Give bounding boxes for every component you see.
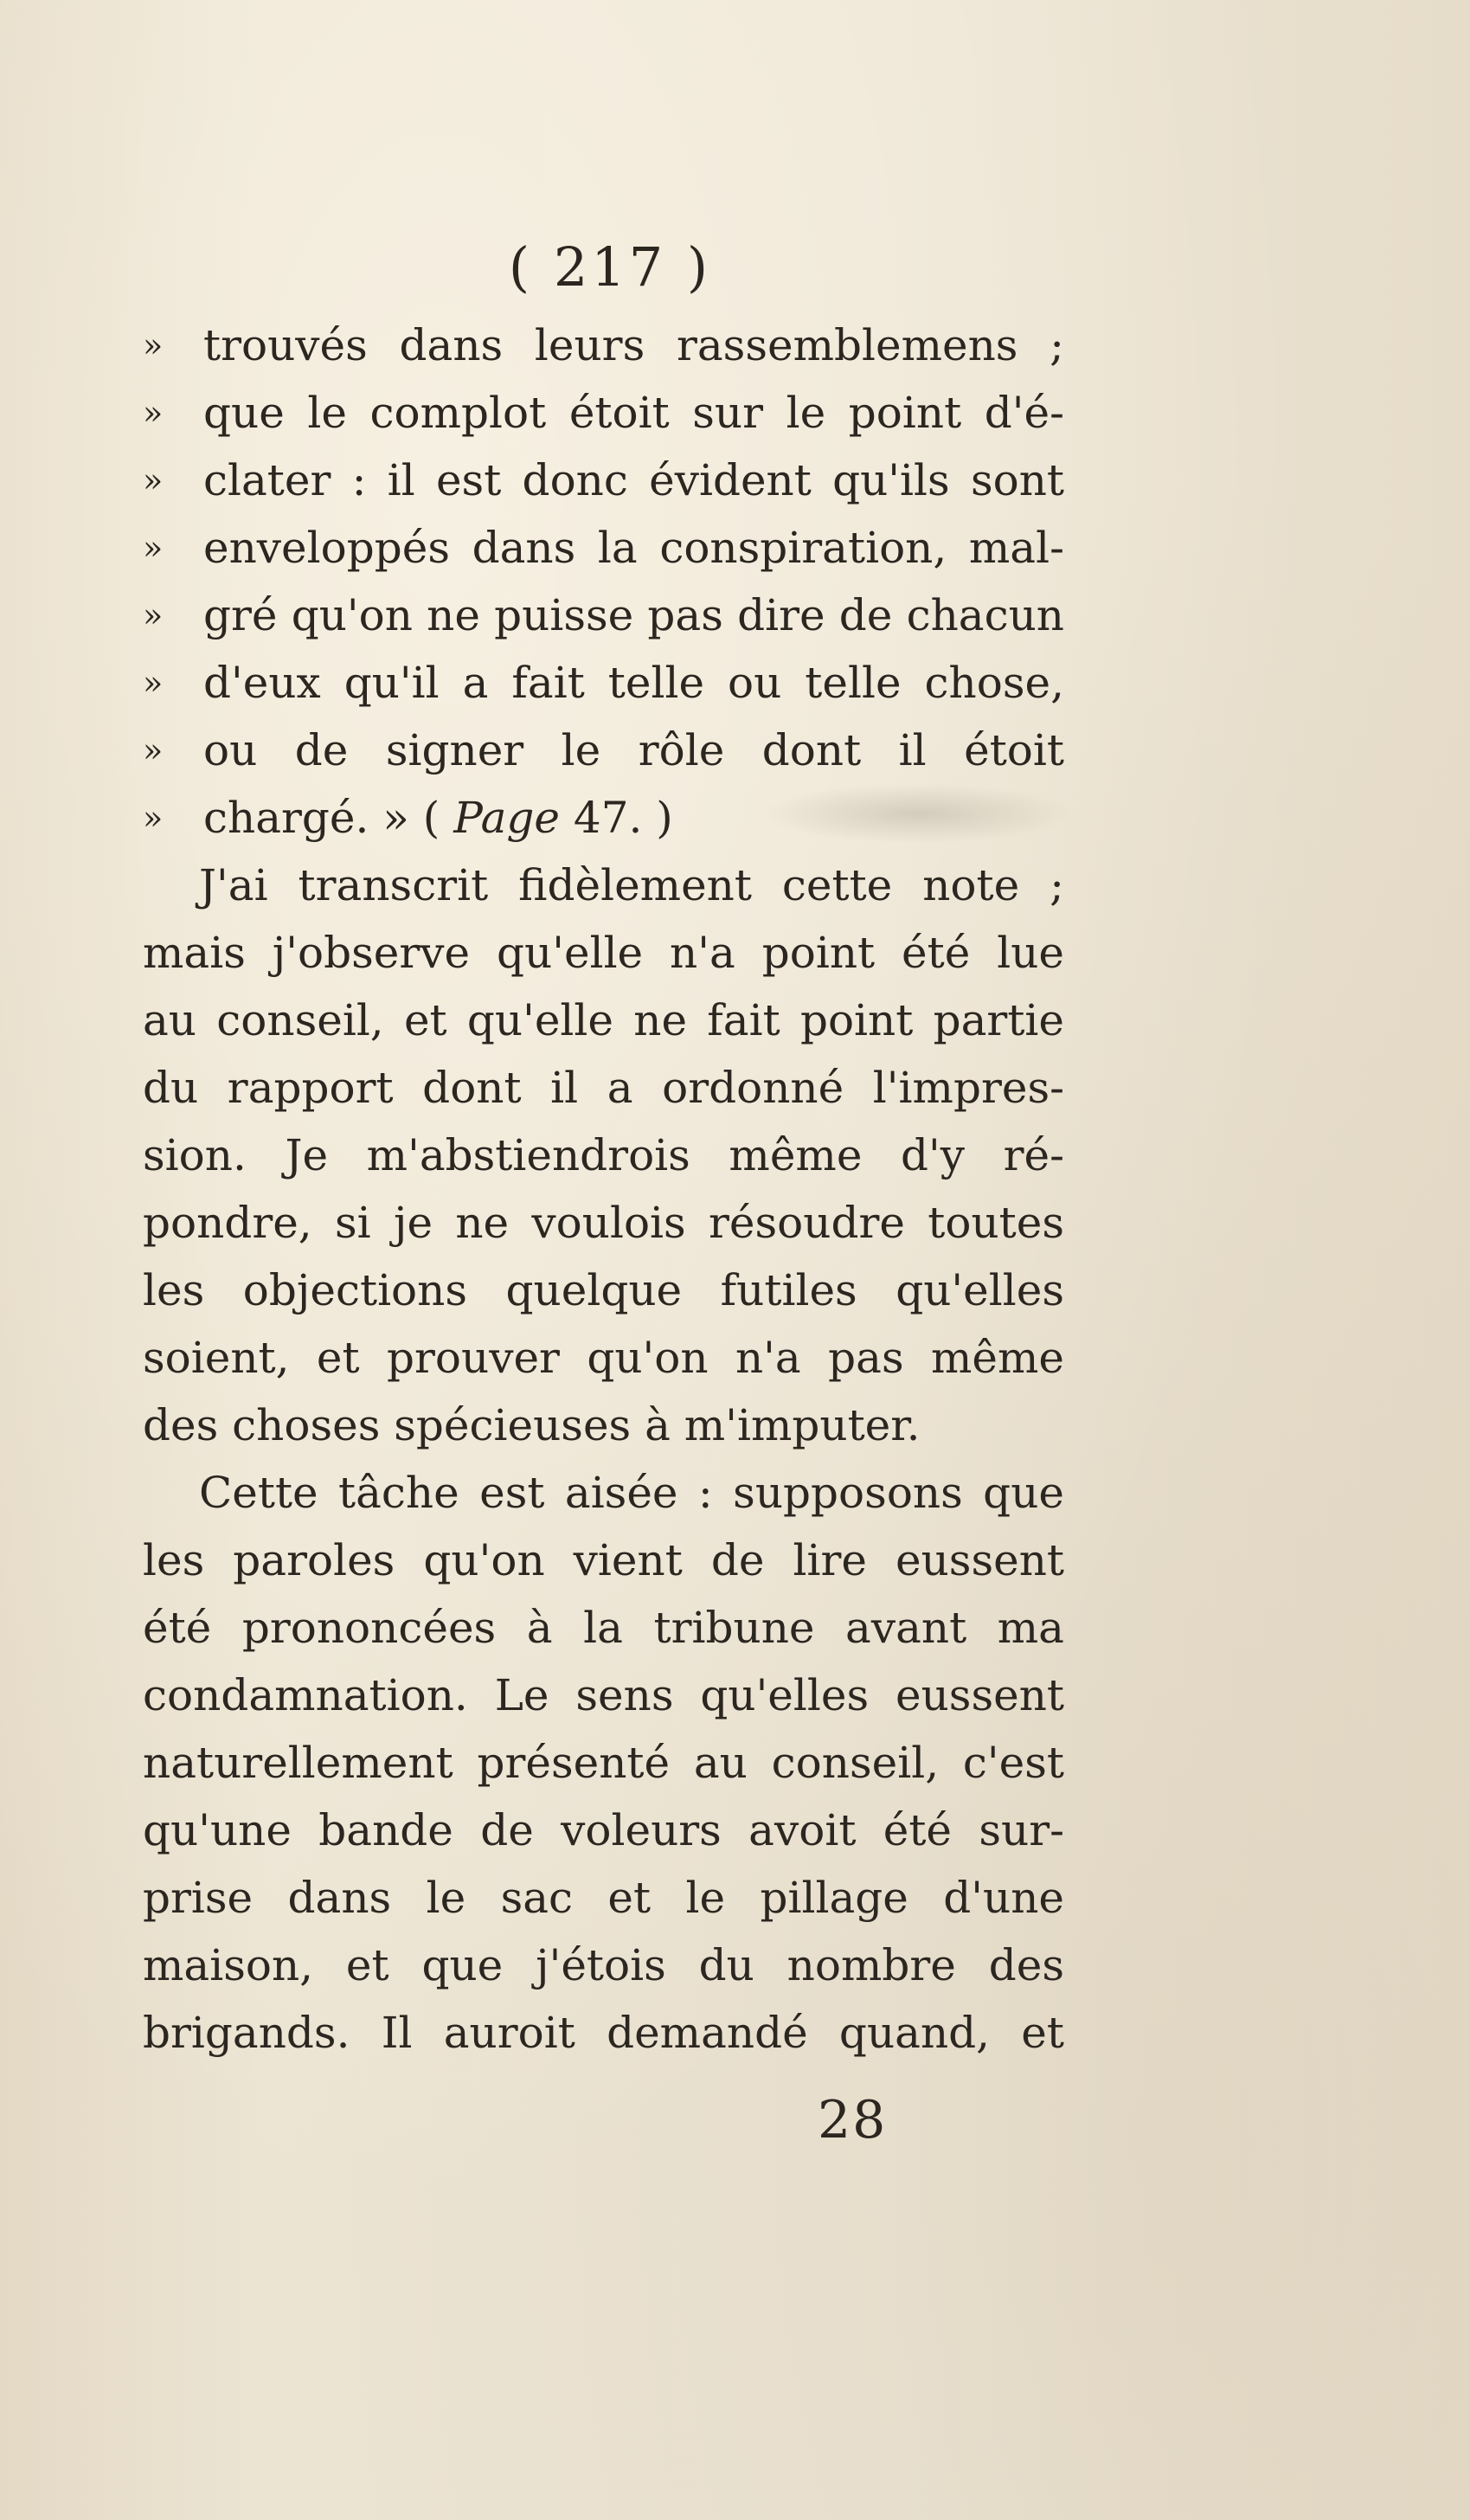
paragraph-line: au conseil, et qu'elle ne fait point partie: [143, 995, 1064, 1045]
page-number: ( 217 ): [508, 235, 712, 299]
paragraph-line: les paroles qu'on vient de lire eussent: [143, 1535, 1064, 1585]
paragraph-line: pondre, si je ne voulois résoudre toutes: [143, 1198, 1064, 1248]
quote-marker: »: [143, 799, 164, 837]
quote-marker: »: [143, 326, 164, 364]
page-reference-number: 47. ): [560, 793, 673, 843]
paragraph-line: J'ai transcrit fidèlement cette note ;: [199, 860, 1064, 910]
quoted-line: [143, 582, 1064, 649]
quote-marker: »: [143, 394, 164, 432]
quoted-line: [143, 717, 1064, 784]
paragraph-line: les objections quelque futiles qu'elles: [143, 1265, 1064, 1315]
quote-marker: »: [143, 529, 164, 567]
quoted-line: [143, 312, 1064, 379]
quoted-line-text: enveloppés dans la conspiration, mal-: [203, 523, 1064, 573]
quoted-line-text: chargé. » (: [203, 793, 454, 843]
quoted-line-text: ou de signer le rôle dont il étoit: [203, 725, 1064, 775]
paragraph-line: Cette tâche est aisée : supposons que: [199, 1468, 1064, 1518]
quoted-line: [143, 649, 1064, 717]
quoted-line-text: trouvés dans leurs rassemblemens ;: [203, 320, 1064, 370]
quote-marker: »: [143, 731, 164, 769]
quoted-line: [143, 514, 1064, 582]
page-text: [143, 312, 1064, 2067]
paragraph-line: prise dans le sac et le pillage d'une: [143, 1873, 1064, 1923]
page-reference-label: Page: [453, 793, 560, 843]
paragraph-line: sion. Je m'abstiendrois même d'y ré-: [143, 1130, 1064, 1180]
paragraph-line: soient, et prouver qu'on n'a pas même: [143, 1333, 1064, 1383]
quote-marker: »: [143, 596, 164, 634]
quoted-line-last: [143, 784, 1064, 852]
quoted-line: [143, 447, 1064, 514]
paragraph-line: qu'une bande de voleurs avoit été sur-: [143, 1805, 1064, 1855]
signature-mark: 28: [818, 2090, 888, 2150]
paragraph-line: des choses spécieuses à m'imputer.: [143, 1400, 921, 1450]
quoted-line-text: d'eux qu'il a fait telle ou telle chose,: [203, 658, 1064, 708]
quoted-line-text: que le complot étoit sur le point d'é-: [203, 388, 1064, 438]
quoted-line-text: gré qu'on ne puisse pas dire de chacun: [203, 590, 1064, 640]
paragraph-line: du rapport dont il a ordonné l'impres-: [143, 1063, 1064, 1113]
paragraph-line: été prononcées à la tribune avant ma: [143, 1603, 1064, 1653]
quoted-line: [143, 379, 1064, 447]
quoted-line-text: clater : il est donc évident qu'ils sont: [203, 455, 1064, 505]
paragraph-line: condamnation. Le sens qu'elles eussent: [143, 1670, 1064, 1720]
paragraph-line: mais j'observe qu'elle n'a point été lue: [143, 928, 1064, 978]
paragraph-line: brigands. Il auroit demandé quand, et: [143, 2008, 1064, 2058]
quote-marker: »: [143, 461, 164, 499]
quote-marker: »: [143, 664, 164, 702]
paragraph-line: naturellement présenté au conseil, c'est: [143, 1738, 1064, 1788]
paragraph-line: maison, et que j'étois du nombre des: [143, 1940, 1064, 1990]
